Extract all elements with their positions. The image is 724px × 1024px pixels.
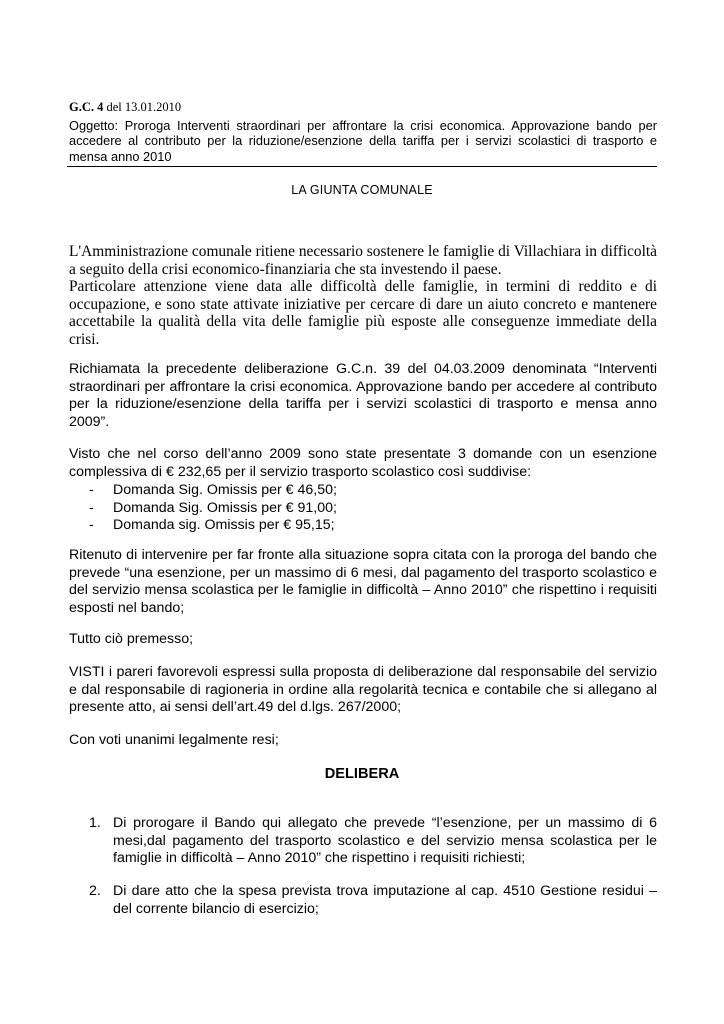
list-item-text: Domanda Sig. Omissis per € 91,00; xyxy=(113,499,337,516)
bullet-dash: - xyxy=(89,517,94,533)
list-item xyxy=(69,500,657,518)
paragraph-visti: VISTI i pareri favorevoli espressi sulla proposta di deliberazione dal responsabile del servizio e dal responsabile di ragioneria in ordine alla regolarità tecnica e contabile che si allegano al presente atto, ai sensi dell’art.49 del d.lgs. 267/2000; xyxy=(69,664,657,715)
decision-text: Di prorogare il Bando qui allegato che prevede “l’esenzione, per un massimo di 6 mesi,dal pagamento del trasporto scolastico e del servizio mensa scolastica per le famiglie in difficoltà – Anno 2010” che rispettino i requisiti richiesti; xyxy=(113,815,657,866)
decision-number: 2. xyxy=(89,883,101,899)
paragraph-richiamata: Richiamata la precedente deliberazione G.C.n. 39 del 04.03.2009 denominata “Interventi straordinari per affrontare la crisi economica. Approvazione bando per accedere al contributo per la riduzione/esenzione della tariffa per i servizi scolastici di trasporto e mensa anno 2009”. xyxy=(69,361,657,430)
bullet-dash: - xyxy=(89,482,94,498)
subject-line: Oggetto: Proroga Interventi straordinari per affrontare la crisi economica. Approvazione bando per accedere al contributo per la riduzione/esenzione della tariffa per i servizi scolastici di trasporto e mensa anno 2010 xyxy=(69,118,657,164)
decision-item xyxy=(69,883,657,918)
list-item-text: Domanda sig. Omissis per € 95,15; xyxy=(113,517,335,533)
list-item xyxy=(69,482,657,500)
decision-number: 1. xyxy=(89,815,101,831)
application-list xyxy=(69,482,657,535)
decision-text: Di dare atto che la spesa prevista trova imputazione al cap. 4510 Gestione residui – del corrente bilancio di esercizio; xyxy=(113,883,657,917)
paragraph-premesso: Tutto ciò premesso; xyxy=(69,631,194,647)
paragraph-voti: Con voti unanimi legalmente resi; xyxy=(69,732,279,748)
reference-date: del 13.01.2010 xyxy=(103,100,182,114)
paragraph-visto: Visto che nel corso dell’anno 2009 sono state presentate 3 domande con un esenzione complessiva di € 232,65 per il servizio trasporto scolastico così suddivise: xyxy=(69,446,657,480)
council-title: LA GIUNTA COMUNALE xyxy=(291,183,433,197)
bullet-dash: - xyxy=(89,499,94,516)
intro-paragraph-1: L'Amministrazione comunale ritiene necessario sostenere le famiglie di Villachiara in difficoltà a seguito della crisi economico-finanziaria che sta investendo il paese. xyxy=(69,243,657,278)
list-item xyxy=(69,517,657,535)
paragraph-ritenuto: Ritenuto di intervenire per far fronte alla situazione sopra citata con la proroga del bando che prevede “una esenzione, per un massimo di 6 mesi, dal pagamento del trasporto scolastico e del servizio mensa scolastica per le famiglie in difficoltà – Anno 2010” che rispettino i requisiti esposti nel bando; xyxy=(69,547,657,616)
intro-section xyxy=(69,243,657,349)
delibera-title: DELIBERA xyxy=(324,766,400,782)
reference-number: G.C. 4 xyxy=(69,100,104,114)
header-divider xyxy=(67,166,657,167)
intro-paragraph-2: Particolare attenzione viene data alle difficoltà delle famiglie, in termini di reddito e di occupazione, e sono state attivate iniziative per cercare di dare un aiuto concreto e mantenere accettabile la qualità della vita delle famiglie più esposte alle conseguenze immediate della crisi. xyxy=(69,278,657,348)
list-item-text: Domanda Sig. Omissis per € 46,50; xyxy=(113,482,337,498)
decision-item xyxy=(69,815,657,868)
document-reference xyxy=(69,100,181,115)
